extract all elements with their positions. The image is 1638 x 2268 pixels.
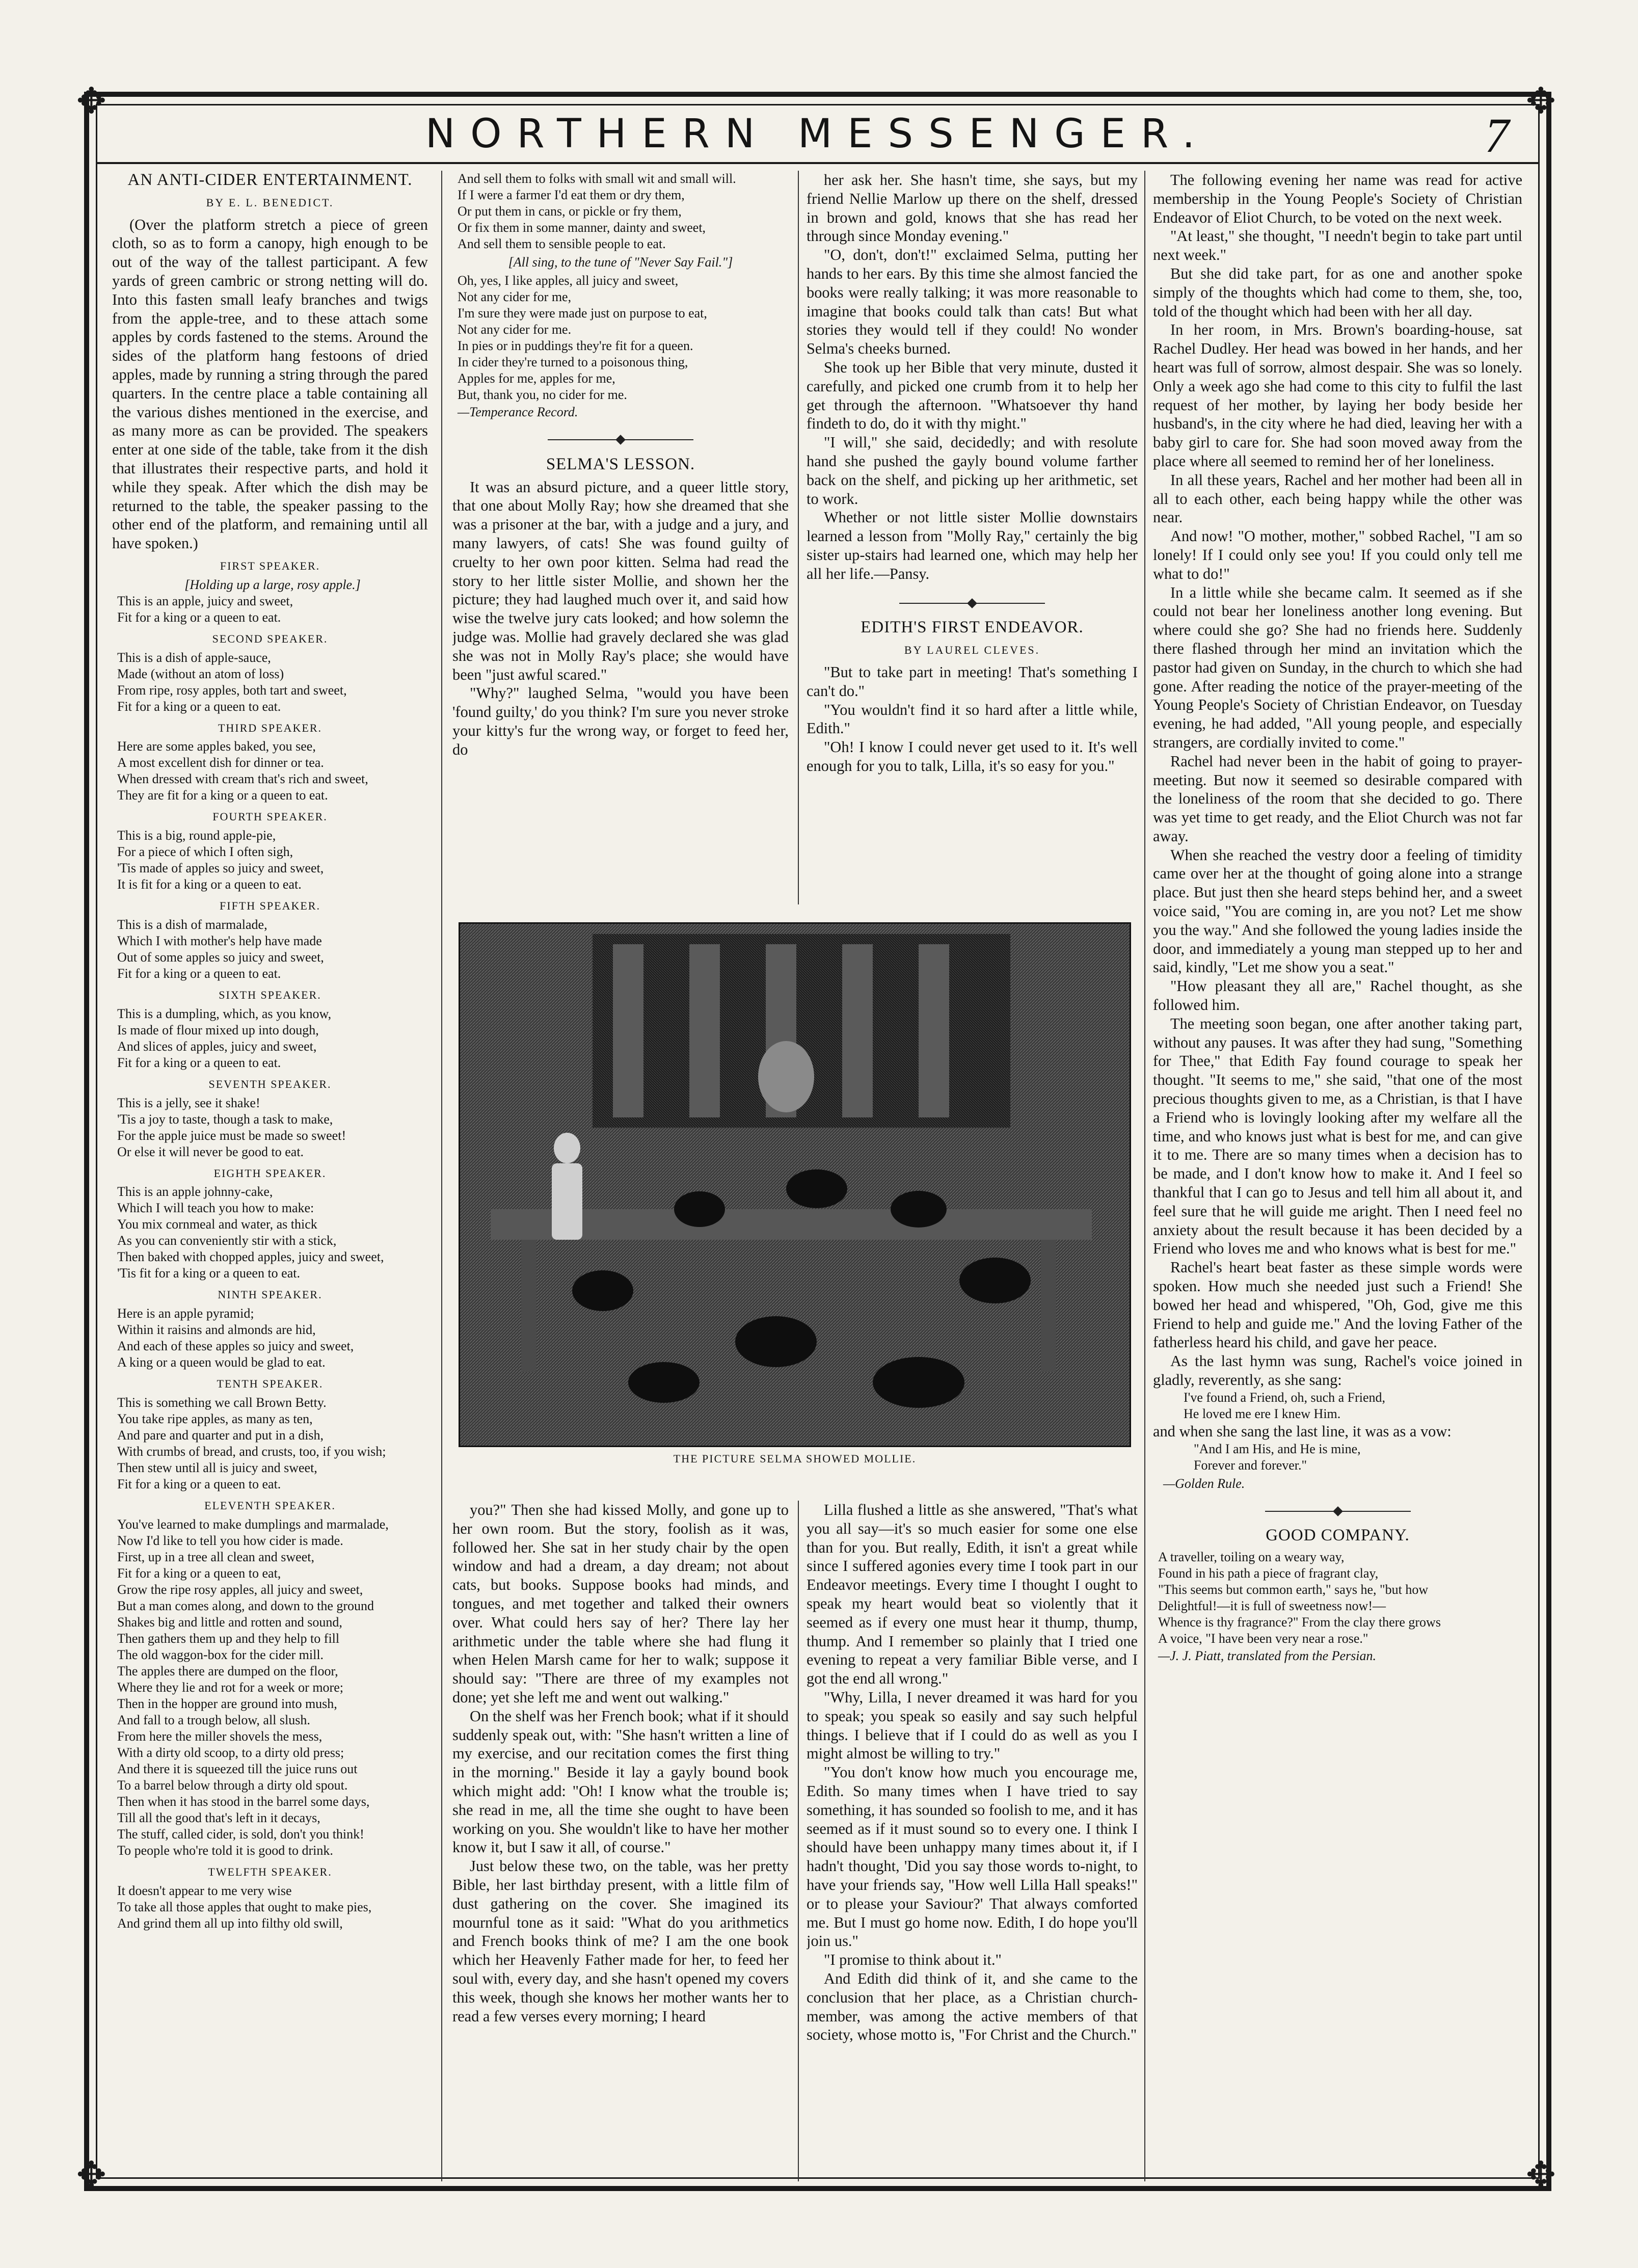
edith-top-text xyxy=(807,663,1138,776)
hymn-connector: and when she sang the last line, it was as a vow: xyxy=(1153,1422,1452,1440)
speaker-heading: SEVENTH SPEAKER. xyxy=(208,1077,332,1090)
article-title-good-company: GOOD COMPANY. xyxy=(1266,1526,1410,1545)
masthead-rule xyxy=(96,162,1540,164)
speaker-verse: This is something we call Brown Betty. You take ripe apples, as many as ten, And pare and quarter and put in a dish, With crumbs of bread, and crusts, too, if you wish; Then stew until all is juicy and sweet, Fit for a king or a queen to eat. xyxy=(117,1395,386,1491)
column-rule-2-bottom xyxy=(798,1501,799,2181)
hymn-verse-2: "And I am His, and He is mine, Forever and forever." xyxy=(1194,1441,1361,1473)
source-golden-rule: —Golden Rule. xyxy=(1163,1476,1245,1491)
paragraph: Rachel had never been in the habit of going to prayer-meeting. But now it seemed so desirable compared with the loneliness of the room that she decided to go. There was yet time to get ready, and the Eliot Church was not far away. xyxy=(1153,752,1522,845)
article-title-anti-cider: AN ANTI-CIDER ENTERTAINMENT. xyxy=(127,171,413,189)
selma-bottom-text xyxy=(452,1501,789,2025)
speaker-heading: NINTH SPEAKER. xyxy=(218,1288,323,1301)
section-divider xyxy=(452,429,789,448)
speaker-verse: Here are some apples baked, you see, A most excellent dish for dinner or tea. When dressed with cream that's rich and sweet, They are fit for a king or a queen to eat. xyxy=(117,739,368,803)
paragraph: Rachel's heart beat faster as these simple words were spoken. How much she needed just such a Friend! She bowed her head and whispered, "Oh, God, give me this Friend to help and guide me." And the loving Father of the fatherless heard his child, and gave her peace. xyxy=(1153,1259,1522,1351)
illustration-caption: THE PICTURE SELMA SHOWED MOLLIE. xyxy=(673,1452,917,1465)
speaker-list xyxy=(112,557,428,1932)
speaker-verse: This is an apple, juicy and sweet, Fit for a king or a queen to eat. xyxy=(117,593,293,625)
paragraph: "But to take part in meeting! That's something I can't do." xyxy=(807,663,1138,700)
corner-ornament-bottom-right: ✥ xyxy=(1526,2156,1556,2195)
speaker-verse: Here is an apple pyramid; Within it raisins and almonds are hid, And each of these apples so juicy and sweet, A king or a queen would be glad to eat. xyxy=(117,1306,354,1370)
column-rule-1 xyxy=(441,171,442,2181)
paragraph: As the last hymn was sung, Rachel's voice joined in gladly, reverently, as she sang: xyxy=(1153,1352,1522,1389)
column-rule-3 xyxy=(1144,171,1145,2181)
paragraph: Whether or not little sister Mollie downstairs learned a lesson from "Molly Ray," certainly the big sister up-stairs had learned one, which may help her all her life.—Pansy. xyxy=(807,509,1138,582)
speaker-heading: FIRST SPEAKER. xyxy=(220,559,320,572)
stage-direction: [Holding up a large, rosy apple.] xyxy=(184,577,361,592)
anti-cider-song: Oh, yes, I like apples, all juicy and sweet, Not any cider for me, I'm sure they were made just on purpose to eat, Not any cider for me. In pies or in puddings they're fit for a queen. In cider they're turned to a poisonous thing, Apples for me, apples for me, But, thank you, no cider for me. xyxy=(458,273,707,402)
edith-bottom-text xyxy=(807,1501,1138,2044)
speaker-verse: You've learned to make dumplings and marmalade, Now I'd like to tell you how cider is made. First, up in a tree all clean and sweet, Fit for a king or a queen to eat, Grow the ripe rosy apples, all juicy and sweet, But a man comes along, and down to the ground Shakes big and little and rotten and sound, Then gathers them up and they help to fill The old waggon-box for the cider mill. The apples there are dumped on the floor, Where they lie and rot for a week or more; Then in the hopper are ground into mush, And fall to a trough below, all slush. From here the miller shovels the mess, With a dirty old scoop, to a dirty old press; And there it is squeezed till the juice runs out To a barrel below through a dirty old spout. Then when it has stood in the barrel some days, Till all the good that's left in it decays, The stuff, called cider, is sold, don't you think! To people who're told it is good to drink. xyxy=(117,1516,389,1858)
paragraph: Lilla flushed a little as she answered, "That's what you all say—it's so much easier for some one else than for you. But really, Edith, it isn't a great while since I suffered agonies every time I took part in our Endeavor meetings. Every time I thought I ought to speak my heart would beat so violently that it seemed as if every one must hear it thump, thump, thump. And I remember so plainly that I tried one evening to repeat a very familiar Bible verse, and I got the end all wrong." xyxy=(807,1501,1138,1688)
speaker-heading: SECOND SPEAKER. xyxy=(212,632,328,645)
anti-cider-intro: (Over the platform stretch a piece of green cloth, so as to form a canopy, high enough to be out of the way of the tallest participant. A few yards of green cambric or strong netting will do. Into this fasten small leafy branches and twigs from the apple-tree, and to these attach some apples by cords fastened to the stems. Around the sides of the platform hang festoons of dried apples, made by running a string through the pared quarters. In the centre place a table containing all the various dishes mentioned in the exercise, and as many more as can be provided. The speakers enter at one side of the table, take from it the dish that illustrates their respective parts, and hold it while they speak. After which the dish may be returned to the table, the speaker passing to the other end of the platform, and remaining until all have spoken.) xyxy=(112,216,428,552)
speaker-verse: This is a jelly, see it shake! 'Tis a joy to taste, though a task to make, For the apple juice must be made so sweet! Or else it will never be good to eat. xyxy=(117,1095,346,1159)
speaker-heading: EIGHTH SPEAKER. xyxy=(213,1166,327,1180)
paragraph: "O, don't, don't!" exclaimed Selma, putting her hands to her ears. By this time she almost fancied the books were really talking; it was more reasonable to imagine that books could talk than cats! But what stories they would tell if they could! No wonder Selma's cheeks burned. xyxy=(807,246,1138,358)
paragraph: Just below these two, on the table, was her pretty Bible, her last birthday present, with a little film of dust gathering on the cover. She imagined its mournful tone as it said: "What do you arithmetics and French books think of me? I am the one book which her Heavenly Father made for her, to feed her soul with, every day, and she hasn't opened my covers this week, though she knows her mother wants her to read a few verses every morning; I heard xyxy=(452,1857,789,2025)
paragraph: In all these years, Rachel and her mother had been all in all to each other, each being happy while the other was near. xyxy=(1153,471,1522,526)
paragraph: "At least," she thought, "I needn't begin to take part until next week." xyxy=(1153,227,1522,264)
corner-ornament-bottom-left: ✥ xyxy=(76,2156,106,2195)
selma-col3-text xyxy=(807,171,1138,583)
paragraph: "I will," she said, decidedly; and with resolute hand she pushed the gayly bound volume farther back on the shelf, and picking up her arithmetic, set to work. xyxy=(807,434,1138,508)
paragraph: her ask her. She hasn't time, she says, but my friend Nellie Marlow up there on the shelf, dressed in brown and gold, knows that she has read her through since Monday evening." xyxy=(807,171,1138,245)
article-title-edith: EDITH'S FIRST ENDEAVOR. xyxy=(861,618,1084,637)
paragraph: In her room, in Mrs. Brown's boarding-house, sat Rachel Dudley. Her head was bowed in her hands, and her heart was full of sorrow, almost despair. She was so lonely. Only a week ago she had come to this city to fulfil the last request of her mother, by laying her body beside her husband's, in the city where he had died, leaving her with a baby girl to care for. She had soon moved away from the place where all seemed to remind her of her loneliness. xyxy=(1153,321,1522,470)
section-divider xyxy=(1153,1501,1522,1519)
column-2-bottom xyxy=(452,1501,789,2181)
illustration-engraving xyxy=(459,922,1131,1447)
speaker-heading: FIFTH SPEAKER. xyxy=(220,899,320,913)
paragraph: The meeting soon began, one after another taking part, without any pauses. It was after they had sung, "Something for Thee," that Edith Fay found courage to speak her thought. "It seems to me," she said, "that one of the most precious thoughts given to me, as a Christian, is that I have a Friend who is lovingly looking after my welfare all the time, and who knows just what is best for me, and can give it to me. There are so many times when a decision has to be made, and I don't know how to make it. And I feel so thankful that I can go to Jesus and tell him all about it, and feel sure that he will guide me aright. Then I need feel no anxiety about the result because it has been decided by a Friend who loves me and who knows what is best for me." xyxy=(1153,1015,1522,1258)
source-temperance-record: —Temperance Record. xyxy=(458,405,578,419)
paragraph: "I promise to think about it." xyxy=(824,1951,1002,1969)
corner-ornament-top-right: ✥ xyxy=(1526,82,1556,121)
column-3-bottom xyxy=(807,1501,1138,2181)
paragraph: "You don't know how much you encourage me, Edith. So many times when I have tried to say something, it has sounded so foolish to me, and it has seemed as if it must sound so to every one. I think I should have been unhappy many times about it, if I hadn't thought, 'Did you say those words to-night, to have your friends say, "How well Lilla Hall speaks!" or to please your Saviour?' That always comforted me. But I must go home now. Edith, I do hope you'll join us." xyxy=(807,1764,1138,1950)
paragraph: She took up her Bible that very minute, dusted it carefully, and picked one crumb from it to help her get through the afternoon. "Whatsoever thy hand findeth to do, do it with thy might." xyxy=(807,358,1138,433)
engraving-drawing xyxy=(460,924,1130,1446)
column-1 xyxy=(112,171,428,2181)
all-sing-direction: [All sing, to the tune of "Never Say Fail."] xyxy=(508,255,733,270)
speaker-heading: TWELFTH SPEAKER. xyxy=(208,1865,332,1878)
column-3-top xyxy=(807,171,1138,910)
column-2-top xyxy=(452,171,789,910)
speaker-verse: This is an apple johnny-cake, Which I will teach you how to make: You mix cornmeal and water, as thick As you can conveniently stir with a stick, Then baked with chopped apples, juicy and sweet, 'Tis fit for a king or a queen to eat. xyxy=(117,1184,384,1281)
column-4 xyxy=(1153,171,1522,2181)
paragraph: The following evening her name was read for active membership in the Young People's Society of Christian Endeavor of Eliot Church, to be voted on the next week. xyxy=(1153,171,1522,226)
masthead xyxy=(96,107,1540,168)
byline-edith: BY LAUREL CLEVES. xyxy=(904,644,1040,657)
byline-anti-cider: BY E. L. BENEDICT. xyxy=(206,196,334,209)
speaker-verse: This is a big, round apple-pie, For a piece of which I often sigh, 'Tis made of apples so juicy and sweet, It is fit for a king or a queen to eat. xyxy=(117,828,324,892)
speaker-heading: THIRD SPEAKER. xyxy=(218,721,322,734)
speaker-verse: This is a dish of marmalade, Which I with mother's help have made Out of some apples so juicy and sweet, Fit for a king or a queen to eat. xyxy=(117,917,324,981)
paragraph: you?" Then she had kissed Molly, and gone up to her own room. But the story, foolish as it was, followed her. She sat in her study chair by the open window and had a dream, a day dream; not about cats, but books. Suppose books had minds, and tongues, and met together and talked their owners over. What could hers say of her? There lay her arithmetic under the table where she had flung it when Helen Marsh came for her to walk; suppose it should say: "There are three of my examples not done; yet she left me and went out walking." xyxy=(452,1501,789,1706)
paragraph: And now! "O mother, mother," sobbed Rachel, "I am so lonely! If I could only see you! If you could only tell me what to do!" xyxy=(1153,527,1522,582)
anti-cider-continuation: And sell them to folks with small wit and small will. If I were a farmer I'd eat them or dry them, Or put them in cans, or pickle or fry them, Or fix them in some manner, dainty and sweet, And sell them to sensible people to eat. xyxy=(458,171,736,251)
edith-col4-text xyxy=(1153,171,1522,1390)
section-divider xyxy=(807,593,1138,611)
paragraph: On the shelf was her French book; what if it should suddenly speak out, with: "She hasn't written a line of my exercise, and our recitation comes the first thing in the morning." Beside it lay a gayly bound book which might add: "Oh! I know what the trouble is; she read in me, all the time she ought to have been working on you. She wouldn't like to have her mother know it, but I saw it all, of course." xyxy=(452,1707,789,1856)
paragraph: It was an absurd picture, and a queer little story, that one about Molly Ray; how she dreamed that she was a prisoner at the bar, with a judge and a jury, and many lawyers, of cats! She was found guilty of cruelty to her own poor kitten. Selma had read the story to her little sister Mollie, and shown her the picture; they had laughed much over it, and said how wise the twelve jury cats looked; and how solemn the judge was. Mollie had gravely declared she was glad she was not in Molly Ray's place; she would have been "just awful scared." xyxy=(452,478,789,683)
speaker-heading: ELEVENTH SPEAKER. xyxy=(204,1499,336,1512)
speaker-verse: It doesn't appear to me very wise To take all those apples that ought to make pies, And grind them all up into filthy old swill, xyxy=(117,1883,372,1931)
good-company-verse: A traveller, toiling on a weary way, Found in his path a piece of fragrant clay, "This seems but common earth," says he, "but how Delightful!—it is full of sweetness now!— Whence is thy fragrance?" From the clay there grows A voice, "I have been very near a rose." xyxy=(1158,1550,1441,1646)
paragraph: And Edith did think of it, and she came to the conclusion that her place, as a Christian church-member, was among the active members of that society, whose motto is, "For Christ and the Church." xyxy=(807,1969,1138,2044)
hymn-verse-1: I've found a Friend, oh, such a Friend, He loved me ere I knew Him. xyxy=(1184,1390,1386,1421)
paragraph: In a little while she became calm. It seemed as if she could not bear her loneliness another long evening. But where could she go? She had no friends here. Suddenly there flashed through her mind an invitation which the pastor had given on Sunday, in the church to which she had gone. After reading the notice of the prayer-meeting of the Young People's Society of Christian Endeavor, on Tuesday evening, he had added, "All young people, and especially strangers, are cordially invited to come." xyxy=(1153,583,1522,751)
speaker-heading: SIXTH SPEAKER. xyxy=(219,988,321,1001)
column-rule-2-top xyxy=(798,171,799,904)
article-title-selma: SELMA'S LESSON. xyxy=(546,455,695,473)
speaker-verse: This is a dish of apple-sauce, Made (without an atom of loss) From ripe, rosy apples, both tart and sweet, Fit for a king or a queen to eat. xyxy=(117,650,347,714)
paragraph: "Oh! I know I could never get used to it. It's well enough for you to talk, Lilla, it's so easy for you." xyxy=(807,738,1138,775)
paragraph: "Why?" laughed Selma, "would you have been 'found guilty,' do you think? I'm sure you never stroke your kitty's fur the wrong way, or forget to feed her, do xyxy=(452,684,789,758)
paragraph: "You wouldn't find it so hard after a little while, Edith." xyxy=(807,701,1138,737)
paragraph: But she did take part, for as one and another spoke simply of the thoughts which had come to them, she, too, told of the thought which had been with her all day. xyxy=(1153,264,1522,320)
paragraph: When she reached the vestry door a feeling of timidity came over her at the thought of going alone into a strange place. But just then she heard steps behind her, and a sweet voice said, "You are coming in, are you not? Let me show you the way." And she followed the young ladies inside the door, and immediately a young man stepped up to her and said, kindly, "Let me show you a seat." xyxy=(1153,846,1522,976)
newspaper-title: NORTHERN MESSENGER. xyxy=(425,111,1211,157)
paragraph: "Why, Lilla, I never dreamed it was hard for you to speak; you speak so easily and say such helpful things. I believe that if I could do as well as you I might almost be willing to try." xyxy=(807,1688,1138,1763)
source-piatt: —J. J. Piatt, translated from the Persian. xyxy=(1158,1648,1376,1664)
speaker-verse: This is a dumpling, which, as you know, Is made of flour mixed up into dough, And slices of apples, juicy and sweet, Fit for a king or a queen to eat. xyxy=(117,1006,332,1070)
page-number: 7 xyxy=(1485,108,1509,163)
paragraph: "How pleasant they all are," Rachel thought, as she followed him. xyxy=(1153,977,1522,1014)
corner-ornament-top-left: ✥ xyxy=(76,82,106,121)
speaker-heading: FOURTH SPEAKER. xyxy=(212,810,328,823)
selma-top-text xyxy=(452,478,789,759)
speaker-heading: TENTH SPEAKER. xyxy=(217,1377,324,1391)
